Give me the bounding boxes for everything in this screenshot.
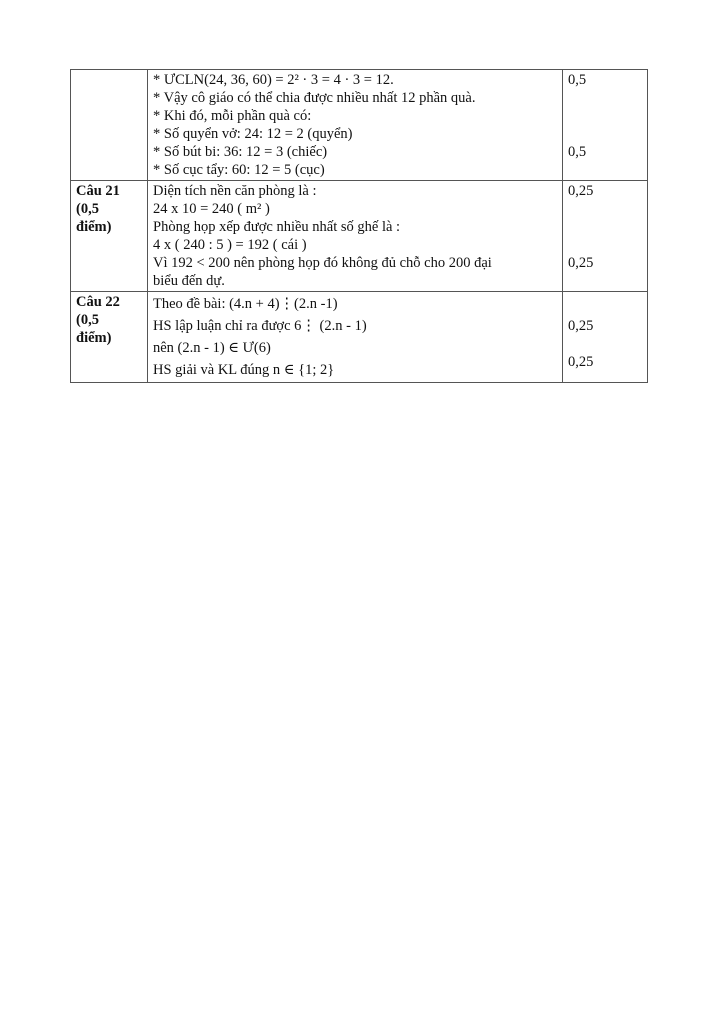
table-row xyxy=(71,181,648,292)
question-cell xyxy=(71,181,148,292)
answer-line: 24 x 10 = 240 ( m² ) xyxy=(153,201,270,217)
answer-line: Phòng họp xếp được nhiều nhất số ghế là : xyxy=(153,219,401,235)
score-value: 0,5 xyxy=(568,72,587,88)
question-points: (0,5 xyxy=(76,201,99,217)
score-value: 0,25 xyxy=(568,318,594,334)
score-value: 0,25 xyxy=(568,183,594,199)
table-row xyxy=(71,292,648,383)
answer-line: biểu đến dự. xyxy=(153,273,225,289)
score-cell xyxy=(563,292,648,383)
answer-line: Theo đề bài: (4.n + 4)⋮(2.n -1) xyxy=(153,296,338,312)
question-cell xyxy=(71,70,148,181)
answer-cell xyxy=(148,181,563,292)
answer-line: * Số cục tẩy: 60: 12 = 5 (cục) xyxy=(153,162,325,178)
answer-line: * ƯCLN(24, 36, 60) = 2² · 3 = 4 · 3 = 12. xyxy=(153,72,394,88)
answer-line: * Khi đó, mỗi phần quà có: xyxy=(153,108,312,124)
question-points-unit: điểm) xyxy=(76,330,112,346)
answer-line: Diện tích nền căn phòng là : xyxy=(153,183,317,199)
answer-line: 4 x ( 240 : 5 ) = 192 ( cái ) xyxy=(153,237,307,253)
question-number: Câu 21 xyxy=(76,183,120,199)
answer-line: * Vậy cô giáo có thể chia được nhiều nhất 12 phần quà. xyxy=(153,90,476,106)
question-cell xyxy=(71,292,148,383)
score-value: 0,25 xyxy=(568,255,594,271)
grading-table xyxy=(70,69,648,383)
score-cell xyxy=(563,70,648,181)
score-cell xyxy=(563,181,648,292)
question-points: (0,5 xyxy=(76,312,99,328)
answer-cell xyxy=(148,70,563,181)
question-points-unit: điểm) xyxy=(76,219,112,235)
score-value: 0,25 xyxy=(568,354,594,370)
answer-line: HS giải và KL đúng n ∈ {1; 2} xyxy=(153,362,335,378)
answer-line: nên (2.n - 1) ∈ Ư(6) xyxy=(153,340,271,356)
question-number: Câu 22 xyxy=(76,294,120,310)
answer-cell xyxy=(148,292,563,383)
answer-line: * Số bút bi: 36: 12 = 3 (chiếc) xyxy=(153,144,328,160)
score-value: 0,5 xyxy=(568,144,587,160)
answer-line: HS lập luận chỉ ra được 6⋮ (2.n - 1) xyxy=(153,318,367,334)
answer-line: Vì 192 < 200 nên phòng họp đó không đủ chỗ cho 200 đại xyxy=(153,255,492,271)
answer-line: * Số quyển vở: 24: 12 = 2 (quyển) xyxy=(153,126,353,142)
table-row xyxy=(71,70,648,181)
